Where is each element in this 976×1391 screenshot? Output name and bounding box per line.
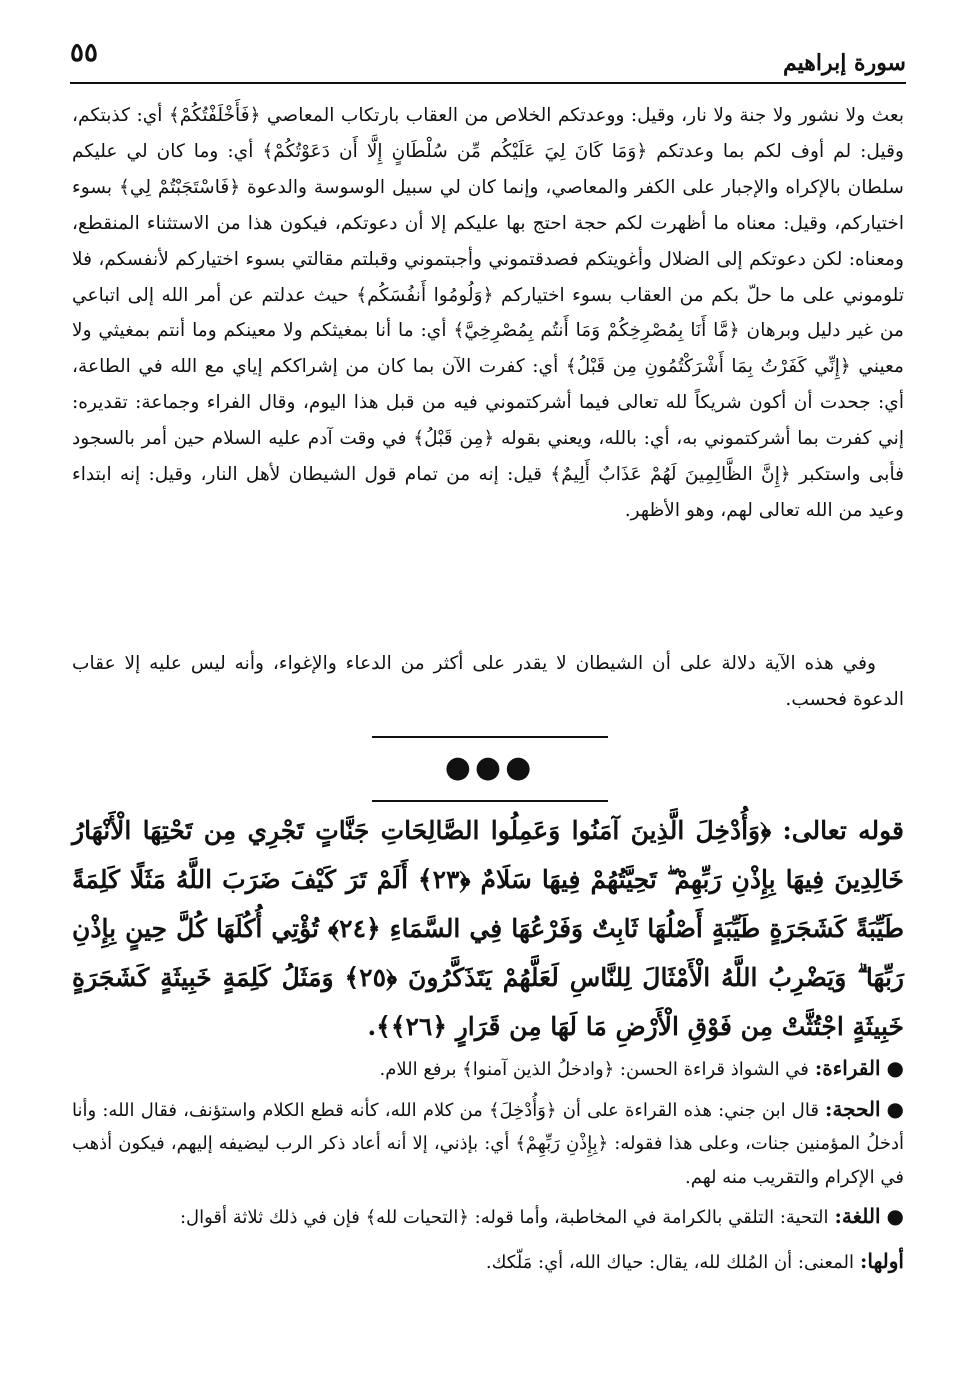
section-separator [372, 736, 608, 802]
commentary-paragraph: بعث ولا نشور ولا جنة ولا نار، وقيل: ووعدتكم الخلاص من العقاب بارتكاب المعاصي ﴿فَأَخْلَفْتُكُمْ﴾ أي: كذبتكم، وقيل: لم أوف لكم بما وعدتكم ﴿وَمَا كَانَ لِيَ عَلَيْكُم مِّن سُلْطَانٍ إِلَّا أَن دَعَوْتُكُمْ﴾ أي: وما كان لي عليكم سلطان بالإكراه والإجبار على الكفر والمعاصي، وإنما كان لي سبيل الوسوسة والدعوة ﴿فَاسْتَجَبْتُمْ لِي﴾ بسوء اختياركم، وقيل: معناه ما أظهرت لكم حجة احتج بها عليكم إلا أن دعوتكم، فيكون هذا من الاستثناء المنقطع، ومعناه: لكن دعوتكم إلى الضلال وأغويتكم فصدقتموني وأجبتموني وقبلتم مقالتي بسوء اختياركم لأنفسكم، فلا تلوموني على ما حلّ بكم من العقاب بسوء اختياركم ﴿وَلُومُوا أَنفُسَكُم﴾ حيث عدلتم عن أمر الله إلى اتباعي من غير دليل وبرهان ﴿مَّا أَنَا بِمُصْرِخِكُمْ وَمَا أَنتُم بِمُصْرِخِيَّ﴾ أي: ما أنا بمغيثكم ولا معينكم وما أنتم بمغيثي ولا معيني ﴿إِنِّي كَفَرْتُ بِمَا أَشْرَكْتُمُونِ مِن قَبْلُ﴾ أي: كفرت الآن بما كان من إشراككم إياي مع الله في الطاعة، أي: جحدت أن أكون شريكاً لله تعالى فيما أشركتموني فيه من قبل هذا اليوم، وقال الفراء وجماعة: تقديره: إني كفرت بما أشركتموني به، أي: بالله، ويعني بقوله ﴿مِن قَبْلُ﴾ في وقت آدم عليه السلام حين أمر بالسجود فأبى واستكبر ﴿إِنَّ الظَّالِمِينَ لَهُمْ عَذَابٌ أَلِيمٌ﴾ قيل: إنه من تمام قول الشيطان لأهل النار، وقيل: إنه ابتداء وعيد من الله تعالى لهم، وهو الأظهر. [72, 105, 904, 521]
note-lughah [72, 1200, 904, 1235]
page-header [70, 30, 906, 84]
first-meaning [72, 1245, 904, 1280]
first-meaning-text: المعنى: أن المُلك لله، يقال: حياك الله، أي: مَلّكك. [485, 1251, 854, 1273]
note-label: الحجة: [824, 1096, 881, 1121]
surah-title: سورة إبراهيم [783, 50, 906, 76]
notes-section [72, 1052, 904, 1285]
separator-rule-top [372, 736, 608, 738]
verse-label: قوله تعالى: [782, 816, 904, 845]
separator-rule-bottom [372, 800, 608, 802]
note-label: القراءة: [814, 1056, 881, 1080]
note-label: اللغة: [834, 1204, 881, 1228]
verse-text: ﴿وَأُدْخِلَ الَّذِينَ آمَنُوا وَعَمِلُوا الصَّالِحَاتِ جَنَّاتٍ تَجْرِي مِن تَحْتِهَا الْأَنْهَارُ خَالِدِينَ فِيهَا بِإِذْنِ رَبِّهِمْ ۖ تَحِيَّتُهُمْ فِيهَا سَلَامٌ ﴿٢٣﴾ أَلَمْ تَرَ كَيْفَ ضَرَبَ اللَّهُ مَثَلًا كَلِمَةً طَيِّبَةً كَشَجَرَةٍ طَيِّبَةٍ أَصْلُهَا ثَابِتٌ وَفَرْعُهَا فِي السَّمَاءِ ﴿٢٤﴾ تُؤْتِي أُكُلَهَا كُلَّ حِينٍ بِإِذْنِ رَبِّهَا ۗ وَيَضْرِبُ اللَّهُ الْأَمْثَالَ لِلنَّاسِ لَعَلَّهُمْ يَتَذَكَّرُونَ ﴿٢٥﴾ وَمَثَلُ كَلِمَةٍ خَبِيثَةٍ كَشَجَرَةٍ خَبِيثَةٍ اجْتُثَّتْ مِن فَوْقِ الْأَرْضِ مَا لَهَا مِن قَرَارٍ ﴿٢٦﴾﴾. [72, 816, 904, 1041]
note-hujjah [72, 1093, 904, 1195]
note-text: التحية: التلقي بالكرامة في المخاطبة، وأما قوله: ﴿التحيات لله﴾ فإن في ذلك ثلاثة أقوال: [179, 1207, 829, 1228]
first-meaning-label: أولها: [859, 1248, 904, 1273]
note-text: قال ابن جني: هذه القراءة على أن ﴿وَأُدْخِلَ﴾ من كلام الله، كأنه قطع الكلام واستؤنف، فقال الله: وأنا أدخلُ المؤمنين جنات، وعلى هذا فقوله: ﴿بِإِذْنِ رَبِّهِمْ﴾ أي: بإذني، إلا أنه أعاد ذكر الرب ليضيفه إليهم، فيكون أذهب في الإكرام والتقريب منه لهم. [72, 1099, 904, 1188]
bullet-icon: ● [886, 1056, 904, 1080]
note-text: في الشواذ قراءة الحسن: ﴿وادخلُ الذين آمنوا﴾ برفع اللام. [379, 1059, 809, 1080]
concluding-paragraph: وفي هذه الآية دلالة على أن الشيطان لا يقدر على أكثر من الدعاء والإغواء، وأنه ليس عليه إلا عقاب الدعوة فحسب. [72, 653, 904, 710]
quran-verse-block [72, 806, 904, 1051]
bullet-icon: ● [886, 1204, 904, 1228]
separator-dots: ●●● [444, 750, 536, 785]
page-number: ٥٥ [70, 38, 98, 68]
note-qiraah [72, 1052, 904, 1087]
bullet-icon: ● [886, 1096, 904, 1121]
